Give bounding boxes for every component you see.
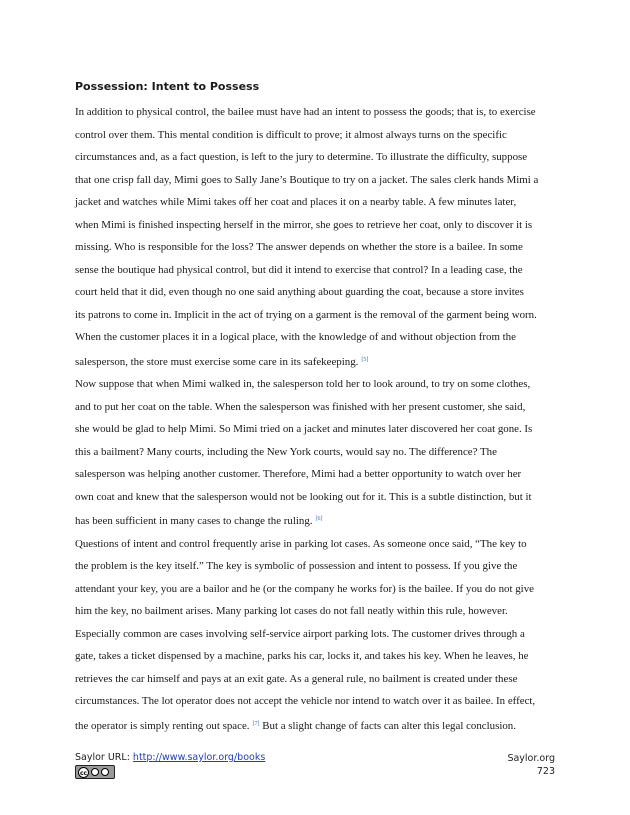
- cc-icon: cc: [78, 767, 89, 778]
- text-line: and to put her coat on the table. When the salesperson was finished with her present customer, she said,: [75, 400, 526, 413]
- text-line: circumstances and, as a fact question, is left to the jury to determine. To illustrate the difficulty, suppose: [75, 151, 528, 163]
- text-line: own coat and knew that the salesperson would not be looking out for it. This is a subtle distinction, but it: [75, 490, 532, 503]
- text-line: its patrons to come in. Implicit in the act of trying on a garment is the removal of the garment being worn.: [75, 308, 537, 321]
- text-line: Now suppose that when Mimi walked in, the salesperson told her to look around, to try on some clothes,: [75, 378, 531, 390]
- source-label: Saylor URL:: [75, 752, 133, 763]
- text-line: the problem is the key itself.” The key is symbolic of possession and intent to possess. If you give the: [75, 560, 518, 572]
- text-line: missing. Who is responsible for the loss? The answer depends on whether the store is a bailee. In some: [75, 241, 523, 253]
- text-line: when Mimi is finished inspecting herself in the mirror, she goes to retrieve her coat, only to discover it is: [75, 218, 533, 231]
- text-line: she would be glad to help Mimi. So Mimi tried on a jacket and minutes later discovered her coat gone. Is: [75, 423, 533, 435]
- text-line: retrieves the car himself and pays at an exit gate. As a general rule, no bailment is created under these: [75, 672, 518, 685]
- text-line: gate, takes a ticket dispensed by a machine, parks his car, locks it, and takes his key. When he leaves, he: [75, 650, 529, 662]
- text-line: control over them. This mental condition is difficult to prove; it almost always turns on the specific: [75, 128, 507, 141]
- section-heading: Possession: Intent to Possess: [75, 80, 260, 93]
- source-link[interactable]: http://www.saylor.org/books: [132, 752, 266, 763]
- text-line: [75, 349, 565, 374]
- text-line: Especially common are cases involving self-service airport parking lots. The customer drives through a: [75, 627, 525, 640]
- footnote-link[interactable]: [6]: [315, 516, 323, 522]
- text-line: [75, 508, 565, 533]
- paragraph: [75, 533, 565, 738]
- text-line: salesperson was helping another customer. Therefore, Mimi had a better opportunity to watch over her: [75, 468, 522, 480]
- page-number: 723: [536, 766, 555, 777]
- text-line: this a bailment? Many courts, including the New York courts, would say no. The difference? The: [75, 445, 497, 458]
- text-line: Questions of intent and control frequently arise in parking lot cases. As someone once said, “The key to: [75, 537, 527, 550]
- footer-right: [507, 752, 555, 778]
- text-line: court held that it did, even though no one said anything about guarding the coat, because a store invites: [75, 286, 524, 298]
- text-line: him the key, no bailment arises. Many parking lot cases do not fall neatly within this rule, however.: [75, 605, 508, 617]
- text-line: [75, 713, 565, 738]
- footnote-link[interactable]: [5]: [361, 356, 369, 363]
- footer-source: [75, 752, 265, 763]
- text-line: that one crisp fall day, Mimi goes to Sally Jane’s Boutique to try on a jacket. The sales clerk hands Mimi a: [75, 173, 539, 186]
- body-text: [75, 101, 565, 737]
- by-icon: [91, 768, 99, 776]
- text-line: jacket and watches while Mimi takes off her coat and places it on a nearby table. A few minutes later,: [75, 196, 517, 208]
- footnote-link[interactable]: [7]: [252, 720, 260, 727]
- text-line: attendant your key, you are a bailor and he (or the company he works for) is the bailee. If you do not give: [75, 582, 534, 595]
- line-text: the operator is simply renting out space.: [75, 719, 250, 732]
- text-line: circumstances. The lot operator does not accept the vehicle nor intend to watch over it as bailee. In effect,: [75, 695, 536, 707]
- text-line: When the customer places it in a logical place, with the knowledge of and without objection from the: [75, 331, 516, 343]
- line-text: salesperson, the store must exercise some care in its safekeeping.: [75, 355, 359, 368]
- line-text-tail: But a slight change of facts can alter this legal conclusion.: [259, 719, 516, 732]
- text-line: sense the boutique had physical control, but did it intend to exercise that control? In a leading case, the: [75, 263, 523, 276]
- line-text: has been sufficient in many cases to change the ruling.: [75, 515, 313, 527]
- site-name: Saylor.org: [507, 753, 555, 764]
- cc-license-badge[interactable]: [75, 765, 115, 779]
- paragraph: [75, 101, 565, 373]
- text-line: In addition to physical control, the bailee must have had an intent to possess the goods; that is, to exercise: [75, 106, 536, 118]
- paragraph: [75, 373, 565, 533]
- sa-icon: [101, 768, 109, 776]
